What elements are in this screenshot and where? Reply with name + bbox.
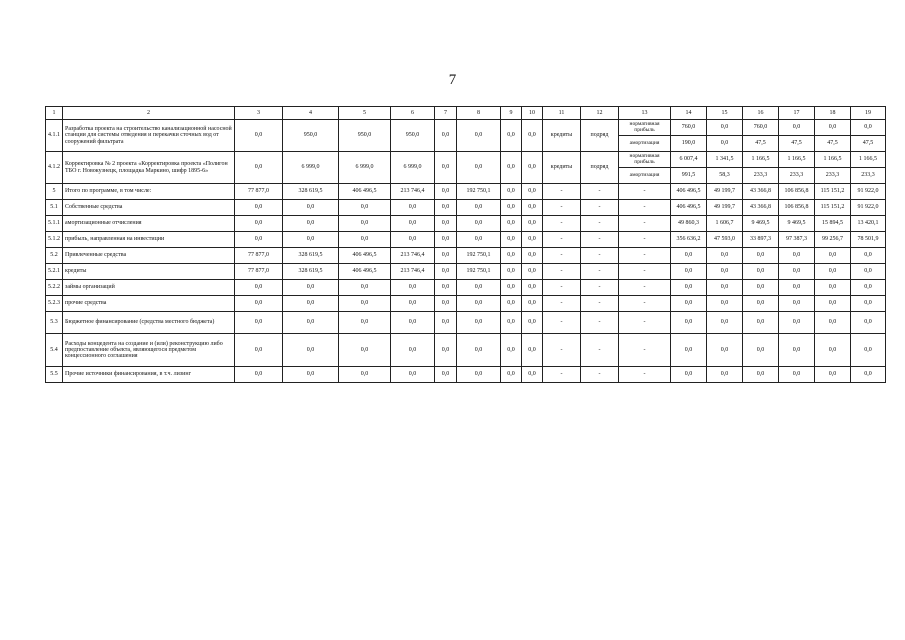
table-cell: 0,0: [391, 232, 435, 248]
table-cell: 0,0: [707, 334, 743, 367]
row-number: 5.1: [46, 200, 63, 216]
row-number: 5.1.2: [46, 232, 63, 248]
table-cell: 406 496,5: [339, 248, 391, 264]
table-cell: 0,0: [391, 216, 435, 232]
table-cell: 0,0: [815, 367, 851, 383]
column-header: 14: [671, 107, 707, 120]
table-cell: 0,0: [851, 264, 886, 280]
table-cell: 233,3: [779, 168, 815, 184]
table-cell: 0,0: [235, 334, 283, 367]
table-row: [46, 232, 886, 248]
table-cell: 760,0: [671, 120, 707, 136]
row-name: Собственные средства: [63, 200, 235, 216]
table-cell: 190,0: [671, 136, 707, 152]
table-cell: 0,0: [435, 184, 457, 200]
table-cell: 0,0: [851, 296, 886, 312]
table-cell: 328 619,5: [283, 184, 339, 200]
table-cell: -: [543, 216, 581, 232]
table-cell: 0,0: [522, 334, 543, 367]
table-cell: 33 897,3: [743, 232, 779, 248]
table-cell: 0,0: [501, 120, 522, 152]
table-cell: 6 999,0: [283, 152, 339, 184]
row-name: Итого по программе, в том числе:: [63, 184, 235, 200]
table-cell: 0,0: [779, 248, 815, 264]
row-number: 5.5: [46, 367, 63, 383]
table-cell: 0,0: [522, 120, 543, 152]
table-cell: -: [543, 312, 581, 334]
table-cell: 0,0: [457, 334, 501, 367]
table-cell: -: [543, 280, 581, 296]
header-row: [46, 107, 886, 120]
table-cell: 192 750,1: [457, 264, 501, 280]
table-cell: 0,0: [457, 152, 501, 184]
table-cell: 0,0: [671, 264, 707, 280]
table-cell: 0,0: [779, 334, 815, 367]
table-cell: 0,0: [283, 334, 339, 367]
table-cell: подряд: [581, 152, 619, 184]
table-cell: 406 496,5: [671, 184, 707, 200]
table-cell: -: [619, 248, 671, 264]
table-cell: 0,0: [707, 296, 743, 312]
table-cell: 0,0: [391, 296, 435, 312]
table-cell: 0,0: [457, 296, 501, 312]
table-cell: 106 856,8: [779, 200, 815, 216]
table-cell: 0,0: [235, 280, 283, 296]
table-cell: -: [581, 312, 619, 334]
table-cell: 0,0: [339, 312, 391, 334]
table-cell: 97 387,3: [779, 232, 815, 248]
table-cell: 0,0: [522, 367, 543, 383]
table-cell: 0,0: [235, 152, 283, 184]
table-cell: 0,0: [457, 120, 501, 152]
table-cell: 9 469,5: [779, 216, 815, 232]
table-cell: -: [619, 184, 671, 200]
column-header: 12: [581, 107, 619, 120]
table-cell: 1 166,5: [743, 152, 779, 168]
row-number: 4.1.2: [46, 152, 63, 184]
table-cell: 91 922,0: [851, 184, 886, 200]
table-cell: 0,0: [435, 280, 457, 296]
table-cell: 0,0: [391, 312, 435, 334]
table-row: [46, 120, 886, 136]
table-cell: 328 619,5: [283, 248, 339, 264]
table-cell: 0,0: [522, 184, 543, 200]
table-cell: нормативная прибыль: [619, 152, 671, 168]
table-cell: 0,0: [779, 120, 815, 136]
row-number: 5.3: [46, 312, 63, 334]
table-cell: 0,0: [522, 296, 543, 312]
table-cell: -: [619, 280, 671, 296]
table-cell: 213 746,4: [391, 184, 435, 200]
table-cell: 0,0: [339, 334, 391, 367]
table-cell: 77 877,0: [235, 184, 283, 200]
table-cell: 0,0: [707, 248, 743, 264]
column-header: 16: [743, 107, 779, 120]
table-cell: 0,0: [779, 264, 815, 280]
table-cell: 0,0: [851, 334, 886, 367]
table-cell: 1 341,5: [707, 152, 743, 168]
table-cell: 0,0: [235, 312, 283, 334]
table-cell: 0,0: [815, 248, 851, 264]
table-cell: 192 750,1: [457, 248, 501, 264]
table-cell: 950,0: [283, 120, 339, 152]
column-header: 10: [522, 107, 543, 120]
table-cell: 47,5: [743, 136, 779, 152]
row-name: амортизационные отчисления: [63, 216, 235, 232]
table-cell: 406 496,5: [339, 264, 391, 280]
table-cell: 0,0: [671, 296, 707, 312]
table-cell: 0,0: [235, 296, 283, 312]
table-cell: 0,0: [501, 264, 522, 280]
table-cell: -: [543, 232, 581, 248]
table-cell: 406 496,5: [339, 184, 391, 200]
column-header: 3: [235, 107, 283, 120]
table-cell: 0,0: [501, 367, 522, 383]
table-cell: 0,0: [457, 216, 501, 232]
column-header: 18: [815, 107, 851, 120]
table-cell: -: [581, 200, 619, 216]
table-cell: 406 496,5: [671, 200, 707, 216]
column-header: 9: [501, 107, 522, 120]
table-row: [46, 248, 886, 264]
table-cell: 6 999,0: [339, 152, 391, 184]
row-name: Расходы концедента на создание и (или) реконструкцию либо предпоставление объекта, являющегося предметом концессионного соглашения: [63, 334, 235, 367]
table-cell: 0,0: [743, 264, 779, 280]
table-cell: 0,0: [435, 312, 457, 334]
table-cell: -: [581, 296, 619, 312]
table-cell: 0,0: [457, 232, 501, 248]
table-cell: 0,0: [235, 216, 283, 232]
table-cell: 0,0: [671, 248, 707, 264]
table-cell: 0,0: [671, 367, 707, 383]
table-cell: -: [543, 367, 581, 383]
table-cell: 1 166,5: [779, 152, 815, 168]
table-cell: 0,0: [815, 312, 851, 334]
table-cell: -: [619, 296, 671, 312]
table-cell: 0,0: [457, 367, 501, 383]
table-cell: 0,0: [815, 296, 851, 312]
table-cell: 49 199,7: [707, 200, 743, 216]
table-cell: амортизация: [619, 168, 671, 184]
table-cell: 0,0: [435, 264, 457, 280]
table-cell: 0,0: [671, 312, 707, 334]
table-cell: 9 469,5: [743, 216, 779, 232]
table-cell: 0,0: [501, 184, 522, 200]
table-cell: 1 166,5: [851, 152, 886, 168]
table-cell: 0,0: [339, 200, 391, 216]
table-cell: 43 366,8: [743, 200, 779, 216]
table-cell: 0,0: [671, 280, 707, 296]
table-cell: 0,0: [707, 367, 743, 383]
table-cell: 78 501,9: [851, 232, 886, 248]
table-cell: 0,0: [457, 280, 501, 296]
column-header: 5: [339, 107, 391, 120]
table-cell: 0,0: [391, 280, 435, 296]
table-cell: 0,0: [501, 232, 522, 248]
table-cell: 950,0: [339, 120, 391, 152]
row-name: Прочие источники финансирования, в т.ч. лизинг: [63, 367, 235, 383]
column-header: 17: [779, 107, 815, 120]
table-cell: 0,0: [522, 216, 543, 232]
table-cell: 49 199,7: [707, 184, 743, 200]
table-row: [46, 152, 886, 168]
table-cell: 0,0: [851, 120, 886, 136]
table-cell: 0,0: [743, 367, 779, 383]
investment-program-table: [45, 106, 886, 383]
table-cell: 47 593,0: [707, 232, 743, 248]
row-name: Разработка проекта на строительство канализационной насосной станции для системы отведения и перекачки сточных вод от сооружений фильтрата: [63, 120, 235, 152]
table-cell: -: [543, 248, 581, 264]
table-cell: 58,3: [707, 168, 743, 184]
table-cell: 0,0: [235, 120, 283, 152]
table-cell: 0,0: [435, 120, 457, 152]
table-cell: 0,0: [435, 296, 457, 312]
table-cell: -: [581, 367, 619, 383]
table-cell: 0,0: [779, 280, 815, 296]
table-cell: -: [581, 232, 619, 248]
table-cell: 0,0: [501, 334, 522, 367]
column-header: 8: [457, 107, 501, 120]
table-cell: 0,0: [283, 216, 339, 232]
table-cell: 15 894,5: [815, 216, 851, 232]
table-cell: 0,0: [457, 200, 501, 216]
table-cell: 0,0: [283, 200, 339, 216]
table-cell: 0,0: [283, 367, 339, 383]
table-cell: 0,0: [283, 312, 339, 334]
table-cell: 0,0: [283, 280, 339, 296]
table-cell: 0,0: [815, 334, 851, 367]
table-cell: 760,0: [743, 120, 779, 136]
table-cell: 0,0: [283, 232, 339, 248]
table-row: [46, 334, 886, 367]
row-name: Привлеченные средства: [63, 248, 235, 264]
table-cell: 0,0: [743, 334, 779, 367]
table-cell: 233,3: [815, 168, 851, 184]
row-name: прочие средства: [63, 296, 235, 312]
table-row: [46, 280, 886, 296]
table-cell: 0,0: [522, 248, 543, 264]
table-cell: 77 877,0: [235, 264, 283, 280]
table-row: [46, 264, 886, 280]
table-cell: 0,0: [851, 248, 886, 264]
table-cell: 43 366,8: [743, 184, 779, 200]
table-cell: 0,0: [522, 264, 543, 280]
table-cell: 77 877,0: [235, 248, 283, 264]
row-name: кредиты: [63, 264, 235, 280]
row-number: 5.4: [46, 334, 63, 367]
table-cell: 0,0: [235, 232, 283, 248]
column-header: 11: [543, 107, 581, 120]
table-cell: 0,0: [815, 120, 851, 136]
table-cell: 0,0: [743, 312, 779, 334]
table-cell: 0,0: [779, 296, 815, 312]
table-cell: 0,0: [435, 152, 457, 184]
table-cell: 1 166,5: [815, 152, 851, 168]
table-cell: 0,0: [283, 296, 339, 312]
table-cell: 0,0: [779, 367, 815, 383]
table-cell: 0,0: [339, 280, 391, 296]
table-cell: -: [581, 184, 619, 200]
table-cell: 0,0: [522, 232, 543, 248]
table-cell: 0,0: [435, 232, 457, 248]
row-number: 5.2: [46, 248, 63, 264]
table-cell: 0,0: [522, 152, 543, 184]
table-cell: -: [619, 312, 671, 334]
table-cell: 0,0: [851, 312, 886, 334]
table-cell: 0,0: [501, 152, 522, 184]
table-cell: 0,0: [235, 200, 283, 216]
table-cell: 0,0: [779, 312, 815, 334]
table-cell: 0,0: [743, 296, 779, 312]
row-number: 5.2.1: [46, 264, 63, 280]
column-header: 2: [63, 107, 235, 120]
table-row: [46, 296, 886, 312]
table-cell: 99 256,7: [815, 232, 851, 248]
table-cell: 0,0: [339, 232, 391, 248]
table-cell: кредиты: [543, 152, 581, 184]
table-cell: 0,0: [435, 248, 457, 264]
table-cell: 115 151,2: [815, 200, 851, 216]
table-row: [46, 184, 886, 200]
table-cell: -: [581, 264, 619, 280]
table-cell: 47,5: [815, 136, 851, 152]
table-cell: 0,0: [501, 312, 522, 334]
table-cell: 0,0: [743, 248, 779, 264]
table-cell: 0,0: [501, 248, 522, 264]
table-cell: 106 856,8: [779, 184, 815, 200]
table-cell: -: [581, 334, 619, 367]
table-cell: 213 746,4: [391, 264, 435, 280]
table-cell: 6 999,0: [391, 152, 435, 184]
table-cell: 0,0: [435, 216, 457, 232]
table-cell: нормативная прибыль: [619, 120, 671, 136]
table-cell: 0,0: [522, 200, 543, 216]
row-name: прибыль, направленная на инвестиции: [63, 232, 235, 248]
table-cell: -: [619, 367, 671, 383]
table-cell: 0,0: [391, 200, 435, 216]
table-cell: 0,0: [707, 312, 743, 334]
column-header: 19: [851, 107, 886, 120]
table-cell: кредиты: [543, 120, 581, 152]
table-cell: -: [581, 216, 619, 232]
row-name: займы организаций: [63, 280, 235, 296]
table-cell: 6 007,4: [671, 152, 707, 168]
table-cell: 1 606,7: [707, 216, 743, 232]
table-cell: -: [543, 264, 581, 280]
table-cell: амортизация: [619, 136, 671, 152]
table-cell: -: [619, 216, 671, 232]
table-cell: -: [619, 200, 671, 216]
table-cell: 13 420,1: [851, 216, 886, 232]
table-cell: 0,0: [435, 367, 457, 383]
table-cell: 0,0: [501, 280, 522, 296]
table-cell: 91 922,0: [851, 200, 886, 216]
table-cell: 0,0: [339, 296, 391, 312]
table-cell: 233,3: [851, 168, 886, 184]
column-header: 7: [435, 107, 457, 120]
table-cell: 356 636,2: [671, 232, 707, 248]
table-cell: 991,5: [671, 168, 707, 184]
table-row: [46, 200, 886, 216]
table-cell: 0,0: [522, 280, 543, 296]
table-cell: 0,0: [671, 334, 707, 367]
row-name: Бюджетное финансирование (средства местного бюджета): [63, 312, 235, 334]
table-cell: 0,0: [851, 367, 886, 383]
table-cell: 0,0: [457, 312, 501, 334]
column-header: 1: [46, 107, 63, 120]
table-cell: 47,5: [779, 136, 815, 152]
table-cell: 0,0: [851, 280, 886, 296]
row-number: 5.1.1: [46, 216, 63, 232]
column-header: 6: [391, 107, 435, 120]
table-cell: 0,0: [435, 200, 457, 216]
table-cell: 47,5: [851, 136, 886, 152]
row-number: 5: [46, 184, 63, 200]
row-number: 5.2.2: [46, 280, 63, 296]
table-cell: 49 860,3: [671, 216, 707, 232]
table-cell: -: [543, 334, 581, 367]
table-cell: 0,0: [235, 367, 283, 383]
page-number: 7: [448, 72, 457, 88]
table-cell: 0,0: [339, 367, 391, 383]
column-header: 15: [707, 107, 743, 120]
table-cell: 0,0: [501, 200, 522, 216]
table-cell: -: [543, 200, 581, 216]
table-cell: -: [543, 184, 581, 200]
table-row: [46, 216, 886, 232]
table-cell: 0,0: [743, 280, 779, 296]
table-cell: -: [619, 334, 671, 367]
table-cell: 0,0: [707, 136, 743, 152]
table-cell: 213 746,4: [391, 248, 435, 264]
table-cell: 0,0: [501, 296, 522, 312]
table-cell: 0,0: [391, 367, 435, 383]
table-cell: 328 619,5: [283, 264, 339, 280]
row-number: 4.1.1: [46, 120, 63, 152]
table-row: [46, 367, 886, 383]
row-number: 5.2.3: [46, 296, 63, 312]
table-cell: 0,0: [815, 264, 851, 280]
table-row: [46, 312, 886, 334]
table-cell: -: [619, 264, 671, 280]
table-cell: 0,0: [339, 216, 391, 232]
table-cell: 0,0: [501, 216, 522, 232]
table-cell: -: [543, 296, 581, 312]
table-cell: подряд: [581, 120, 619, 152]
table-cell: 233,3: [743, 168, 779, 184]
row-name: Корректировка № 2 проекта «Корректировка проекта «Полигон ТБО г. Новокузнецк, площадка Маркино, шифр 1895-6»: [63, 152, 235, 184]
table-cell: 0,0: [391, 334, 435, 367]
table-cell: 950,0: [391, 120, 435, 152]
table-cell: 0,0: [522, 312, 543, 334]
table-cell: 0,0: [707, 264, 743, 280]
table-cell: -: [581, 280, 619, 296]
table-cell: 115 151,2: [815, 184, 851, 200]
table-cell: 0,0: [707, 280, 743, 296]
table-cell: -: [581, 248, 619, 264]
table-cell: 0,0: [707, 120, 743, 136]
column-header: 13: [619, 107, 671, 120]
column-header: 4: [283, 107, 339, 120]
table-cell: 0,0: [435, 334, 457, 367]
table-cell: 192 750,1: [457, 184, 501, 200]
table-cell: -: [619, 232, 671, 248]
table-cell: 0,0: [815, 280, 851, 296]
